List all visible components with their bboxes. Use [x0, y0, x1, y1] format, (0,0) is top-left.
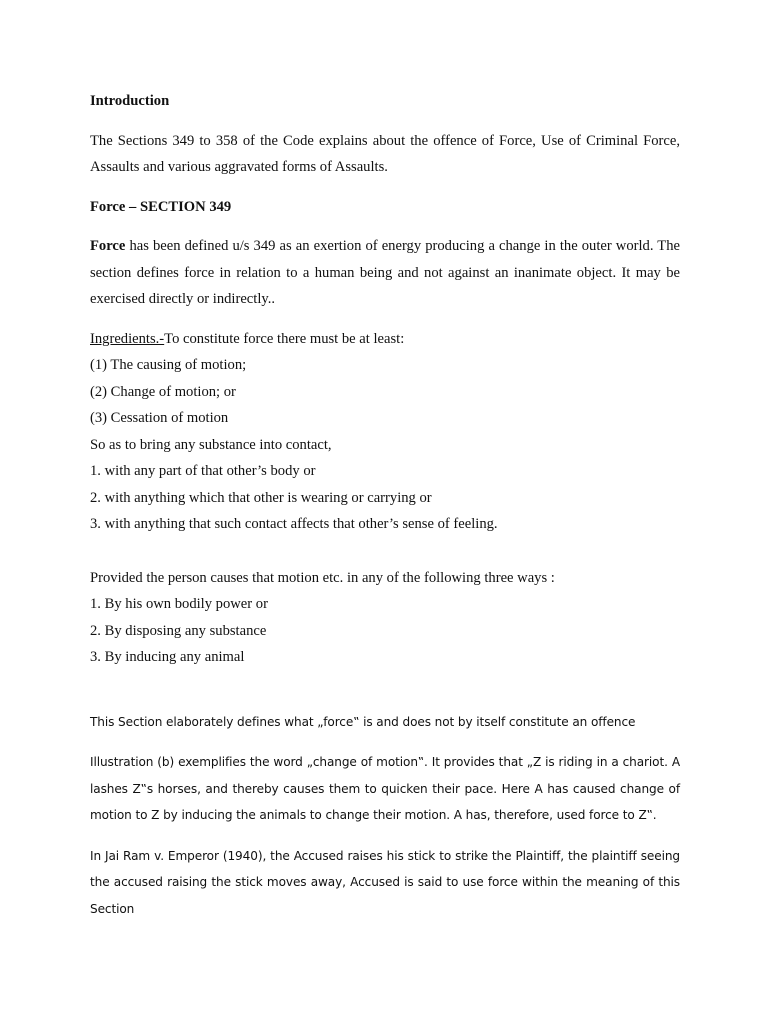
contact-item: 2. with anything which that other is wearing or carrying or — [90, 489, 432, 506]
ingredients-intro: To constitute force there must be at least: — [164, 330, 405, 347]
ingredients-line — [90, 326, 680, 353]
note-paragraph-3: In Jai Ram v. Emperor (1940), the Accused raises his stick to strike the Plaintiff, the plaintiff seeing the accused raising the stick moves away, Accused is said to use force within the meaning of this Section — [90, 848, 680, 916]
contact-intro: So as to bring any substance into contact, — [90, 436, 332, 453]
ingredients-label: Ingredients.- — [90, 330, 165, 347]
section-349-heading: Force – SECTION 349 — [90, 198, 232, 215]
way-item: 2. By disposing any substance — [90, 622, 267, 639]
ingredient-item: (2) Change of motion; or — [90, 383, 236, 400]
note-paragraph-2: Illustration (b) exemplifies the word „change of motion‟. It provides that „Z is riding in a chariot. A lashes Z‟s horses, and thereby causes them to quicken their pace. Here A has caused change of motion to Z by inducing the animals to change their motion. A has, therefore, used force to Z‟. — [90, 755, 680, 822]
intro-paragraph: The Sections 349 to 358 of the Code explains about the offence of Force, Use of Criminal Force, Assaults and various aggravated forms of Assaults. — [90, 132, 680, 175]
intro-heading: Introduction — [90, 93, 170, 109]
force-definition — [90, 233, 680, 313]
document-page — [90, 88, 680, 922]
contact-item: 3. with anything that such contact affects that other’s sense of feeling. — [90, 516, 498, 532]
force-definition-text: has been defined u/s 349 as an exertion of energy producing a change in the outer world. The section defines force in relation to a human being and not against an inanimate object. It may be exercised directly or indirectly.. — [90, 238, 680, 307]
contact-item: 1. with any part of that other’s body or — [90, 463, 316, 479]
force-term: Force — [90, 238, 126, 254]
ingredient-item: (3) Cessation of motion — [90, 410, 229, 426]
way-item: 1. By his own bodily power or — [90, 596, 268, 612]
way-item: 3. By inducing any animal — [90, 649, 245, 665]
note-paragraph-1: This Section elaborately defines what „force‟ is and does not by itself constitute an offence — [90, 714, 636, 729]
ingredient-item: (1) The causing of motion; — [90, 357, 247, 373]
ways-intro: Provided the person causes that motion etc. in any of the following three ways : — [90, 569, 555, 586]
